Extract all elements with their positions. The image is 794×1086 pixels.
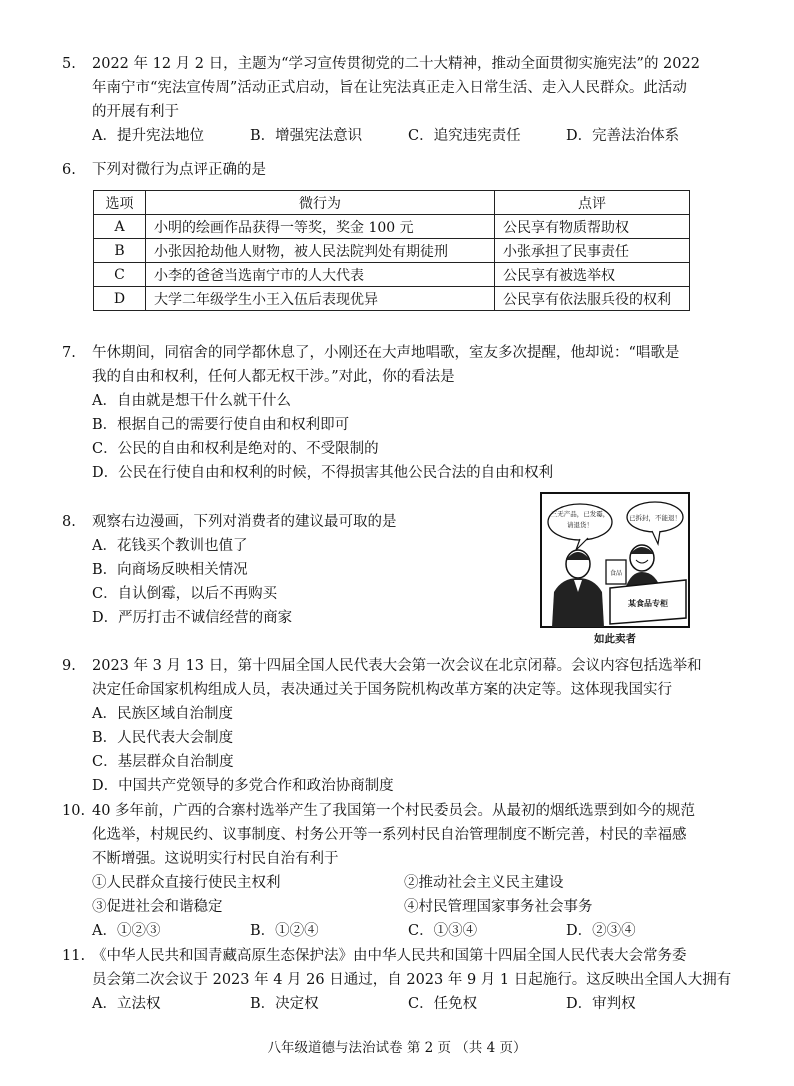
option-c[interactable]: C．基层群众自治制度 — [92, 754, 234, 770]
table-cell: C — [94, 263, 146, 287]
option-b[interactable]: B．①②④ — [250, 923, 319, 939]
table-cell: A — [94, 215, 146, 239]
option-a[interactable]: A．①②③ — [92, 923, 161, 939]
question-text: 下列对微行为点评正确的是 — [92, 162, 266, 178]
question-text: 午休期间，同宿舍的同学都休息了，小刚还在大声地唱歌，室友多次提醒，他却说：“唱歌是 — [92, 345, 680, 361]
table-cell: 公民享有被选举权 — [495, 263, 690, 287]
question-9 — [62, 654, 742, 798]
option-b[interactable]: B．决定权 — [250, 996, 319, 1012]
option-a[interactable]: A．民族区域自治制度 — [92, 706, 233, 722]
table-header-cell: 点评 — [495, 191, 690, 215]
option-d[interactable]: D．审判权 — [566, 996, 636, 1012]
page-footer: 八年级道德与法治试卷 第 2 页 （共 4 页） — [267, 1040, 527, 1056]
question-7 — [62, 341, 742, 485]
svg-text:请退货！: 请退货！ — [567, 521, 593, 529]
question-number: 11. — [62, 948, 86, 964]
statement-2: ②推动社会主义民主建设 — [404, 875, 564, 891]
table-row[interactable] — [94, 215, 690, 239]
table-row[interactable] — [94, 287, 690, 311]
question-text: 观察右边漫画，下列对消费者的建议最可取的是 — [92, 514, 397, 530]
table-cell: B — [94, 239, 146, 263]
table-header-cell: 微行为 — [146, 191, 495, 215]
question-text: 员会第二次会议于 2023 年 4 月 26 日通过，自 2023 年 9 月 1 日起施行。这反映出全国人大拥有 — [92, 972, 732, 988]
question-text: 不断增强。这说明实行村民自治有利于 — [92, 851, 339, 867]
svg-text:食品: 食品 — [609, 570, 623, 577]
svg-text:某食品专柜: 某食品专柜 — [628, 599, 668, 608]
option-b[interactable]: B．人民代表大会制度 — [92, 730, 234, 746]
question-text: 的开展有利于 — [92, 104, 179, 120]
question-11 — [62, 944, 742, 1016]
table-header-cell: 选项 — [94, 191, 146, 215]
option-d[interactable]: D．严厉打击不诚信经营的商家 — [92, 610, 293, 626]
question-6 — [62, 158, 742, 182]
question-10 — [62, 799, 742, 943]
table-cell: 小李的爸爸当选南宁市的人大代表 — [146, 263, 495, 287]
table-cell: D — [94, 287, 146, 311]
statement-3: ③促进社会和谐稳定 — [92, 899, 223, 915]
option-a[interactable]: A．自由就是想干什么就干什么 — [92, 393, 291, 409]
option-d[interactable]: D．②③④ — [566, 923, 636, 939]
question-number: 8. — [62, 514, 76, 530]
question-text: 我的自由和权利，任何人都无权干涉。”对此，你的看法是 — [92, 369, 455, 385]
statements-row — [62, 895, 742, 919]
table-row[interactable] — [94, 263, 690, 287]
option-b[interactable]: B．向商场反映相关情况 — [92, 562, 248, 578]
option-a[interactable]: A．立法权 — [92, 996, 161, 1012]
statement-1: ①人民群众直接行使民主权利 — [92, 875, 281, 891]
question-text: 化选举，村规民约、议事制度、村务公开等一系列村民自治管理制度不断完善，村民的幸福感 — [92, 827, 687, 843]
option-c[interactable]: C．①③④ — [408, 923, 478, 939]
question-text: 决定任命国家机构组成人员，表决通过关于国务院机构改革方案的决定等。这体现我国实行 — [92, 682, 672, 698]
options-row — [62, 992, 742, 1016]
question-number: 6. — [62, 162, 76, 178]
table-header-row — [94, 191, 690, 215]
table-cell: 公民享有依法服兵役的权利 — [495, 287, 690, 311]
option-a[interactable]: A．提升宪法地位 — [92, 128, 204, 144]
question-number: 9. — [62, 658, 76, 674]
options-row — [62, 124, 742, 148]
cartoon-image — [540, 492, 690, 647]
question-5 — [62, 52, 742, 148]
table-cell: 小张承担了民事责任 — [495, 239, 690, 263]
option-b[interactable]: B．根据自己的需要行使自由和权利即可 — [92, 417, 350, 433]
table-cell: 公民享有物质帮助权 — [495, 215, 690, 239]
question-number: 10. — [62, 803, 86, 819]
question-8 — [62, 510, 532, 630]
option-a[interactable]: A．花钱买个教训也值了 — [92, 538, 248, 554]
question-text: 《中华人民共和国青藏高原生态保护法》由中华人民共和国第十四届全国人民代表大会常务委 — [92, 948, 687, 964]
svg-text:如此卖者: 如此卖者 — [594, 633, 636, 645]
option-d[interactable]: D．公民在行使自由和权利的时候，不得损害其他公民合法的自由和权利 — [92, 465, 554, 481]
table-row[interactable] — [94, 239, 690, 263]
question-text: 2022 年 12 月 2 日，主题为“学习宣传贯彻党的二十大精神，推动全面贯彻实施宪法”的 2022 — [92, 56, 700, 72]
table-cell: 小张因抢劫他人财物，被人民法院判处有期徒刑 — [146, 239, 495, 263]
option-b[interactable]: B．增强宪法意识 — [250, 128, 363, 144]
svg-text:已拆封，不能退！: 已拆封，不能退！ — [629, 514, 681, 522]
statement-4: ④村民管理国家事务社会事务 — [404, 899, 593, 915]
statements-row — [62, 871, 742, 895]
options-row — [62, 919, 742, 943]
svg-text:三无产品，已发霉，: 三无产品，已发霉， — [550, 510, 610, 518]
question-text: 年南宁市“宪法宣传周”活动正式启动，旨在让宪法真正走入日常生活、走入人民群众。此活动 — [92, 80, 687, 96]
question-number: 5. — [62, 56, 76, 72]
table-cell: 小明的绘画作品获得一等奖，奖金 100 元 — [146, 215, 495, 239]
question-text: 40 多年前，广西的合寨村选举产生了我国第一个村民委员会。从最初的烟纸选票到如今的规范 — [92, 803, 696, 819]
option-c[interactable]: C．追究违宪责任 — [408, 128, 521, 144]
option-c[interactable]: C．自认倒霉，以后不再购买 — [92, 586, 278, 602]
option-d[interactable]: D．完善法治体系 — [566, 128, 680, 144]
question-number: 7. — [62, 345, 76, 361]
option-d[interactable]: D．中国共产党领导的多党合作和政治协商制度 — [92, 778, 394, 794]
table-cell: 大学二年级学生小王入伍后表现优异 — [146, 287, 495, 311]
option-c[interactable]: C．公民的自由和权利是绝对的、不受限制的 — [92, 441, 379, 457]
option-c[interactable]: C．任免权 — [408, 996, 478, 1012]
comment-table — [93, 190, 690, 311]
question-text: 2023 年 3 月 13 日，第十四届全国人民代表大会第一次会议在北京闭幕。会议内容包括选举和 — [92, 658, 702, 674]
